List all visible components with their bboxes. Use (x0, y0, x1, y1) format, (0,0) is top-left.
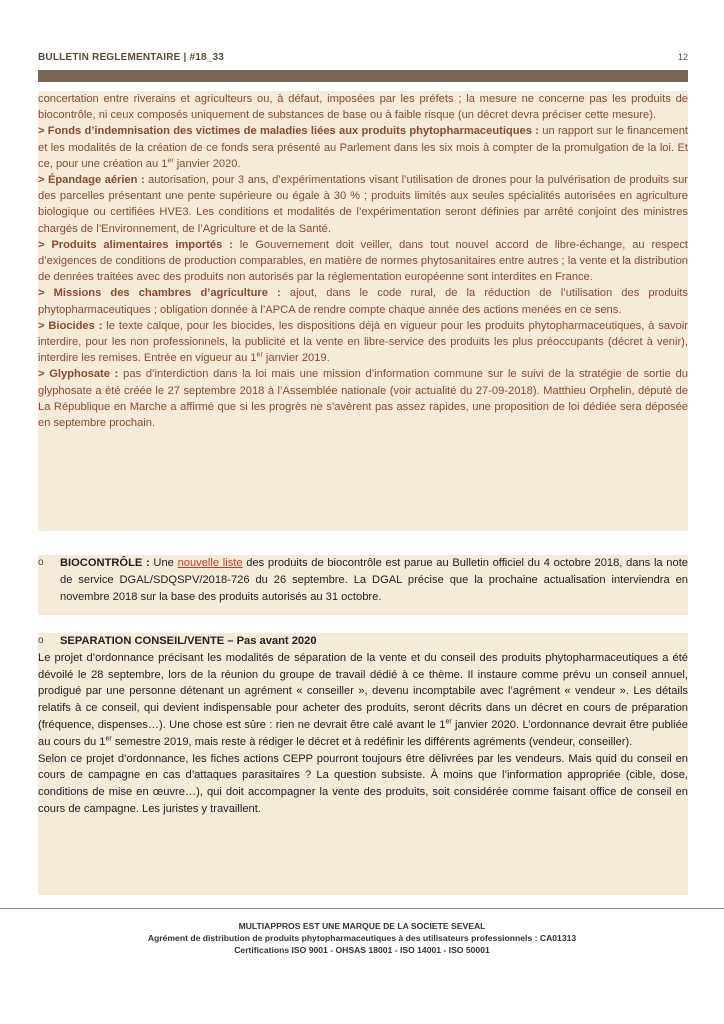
glyphosate-paragraph: > Glyphosate : pas d’interdiction dans la loi mais une mission d’information commune sur le suivi de la stratégie de sortie du glyphosate a été créée le 27 septembre 2018 à l’Assemblée nationale (voir actualité du 27-09-2018). Matthieu Orphelin, député de La République en Marche a affirmé que si les progrès ne s’avèrent pas assez rapides, une proposition de loi dédiée sera déposée en septembre prochain. (38, 368, 688, 430)
separation-conseil-section (38, 633, 688, 895)
conseil-heading-row (38, 633, 688, 650)
glyphosate-title: > Glyphosate : (38, 368, 119, 381)
produits-title: > Produits alimentaires importés : (38, 238, 233, 251)
footer-line-1: MULTIAPPROS EST UNE MARQUE DE LA SOCIETE SEVEAL (238, 921, 486, 931)
footer-line-3: Certifications ISO 9001 - OHSAS 18001 - ISO 14001 - ISO 50001 (234, 945, 490, 955)
page-footer (0, 920, 724, 956)
law-summary-block (38, 91, 688, 531)
biocides-paragraph: > Biocides : le texte calque, pour les biocides, les dispositions déjà en vigueur pour les produits phytopharmaceutiques, à savoir interdire, pour les non professionnels, la publicité et la vente en libre-service des produits les plus préoccupants (décret à venir), interdire les remises. Entrée en vigueur au 1er janvier 2019. (38, 319, 688, 365)
fonds-title: > Fonds d’indemnisation des victimes de maladies liées aux produits phytopharmaceutiques : (38, 125, 539, 138)
produits-paragraph: > Produits alimentaires importés : le Gouvernement doit veiller, dans tout nouvel accord de libre-échange, au respect d’exigences de conditions de production comparables, en matière de normes phytosanitaires entre autres ; la vente et la distribution de denrées traitées avec des produits non autorisés par la réglementation européenne sont interdites en France. (38, 238, 688, 284)
concertation-paragraph: concertation entre riverains et agriculteurs ou, à défaut, imposées par les préfets ; la mesure ne concerne pas les produits de biocontrôle, ni ceux composés uniquement de substances de base ou à faible risque (un décret devra préciser cette mesure). (38, 93, 688, 122)
nouvelle-liste-link[interactable]: nouvelle liste (177, 557, 243, 569)
bullet-circle-icon: o (38, 635, 44, 646)
missions-paragraph: > Missions des chambres d’agriculture : ajout, dans le code rural, de la réduction de l’utilisation des produits phytopharmaceutiques ; obligation donnée à l’APCA de rendre compte chaque année des actions menées en ce sens. (38, 287, 689, 316)
conseil-title: SEPARATION CONSEIL/VENTE – Pas avant 2020 (60, 635, 317, 647)
header-rule (38, 70, 688, 82)
biocontrole-title: BIOCONTRÔLE : (60, 557, 150, 569)
footer-rule (0, 908, 724, 909)
conseil-paragraph-2: Selon ce projet d’ordonnance, les fiches actions CEPP pourront toujours être délivrées par les vendeurs. Mais quid du conseil en cours de campagne en cas d’attaques parasitaires ? La question subsiste. À moins que l’information appropriée (cible, dose, conditions de mise en œuvre…), qui doit accompagner la vente des produits, soit considérée comme faisant office de conseil en cours de campagne. Les juristes y travaillent. (38, 752, 688, 815)
epandage-paragraph: > Épandage aérien : autorisation, pour 3 ans, d’expérimentations visant l’utilisation de drones pour la pulvérisation de produits sur des parcelles présentant une pente supérieure ou égale à 30 % ; produits limités aux seules spécialités autorisées en agriculture biologique ou certifiées HVE3. Les conditions et modalités de l’expérimentation seront définies par arrêté conjoint des ministres chargés de l’Environnement, de l’Agriculture et de la Santé. (38, 174, 688, 235)
page-header (38, 52, 688, 70)
header-title: BULLETIN REGLEMENTAIRE | #18_33 (38, 52, 225, 63)
conseil-paragraph-1: Le projet d’ordonnance précisant les modalités de séparation de la vente et du conseil des produits phytopharmaceutiques a été dévoilé le 28 septembre, lors de la réunion du groupe de travail dédié à ce thème. Il instaure comme prévu un conseil annuel, prodigué par une personne détenant un agrément « conseiller », devenu incomptabile avec l’agrément « vendeur ». Les détails relatifs à ce conseil, qui devient indispensable pour acheter des produits, seront décrits dans un décret en cours de préparation (fréquence, dispenses…). Une chose est sûre : rien ne devrait être calé avant le 1er janvier 2020. L’ordonnance devrait être publiée au cours du 1er semestre 2019, mais reste à rédiger le décret et à redéfinir les différents agréments (vendeur, conseiller). (38, 651, 688, 748)
biocontrole-paragraph: o BIOCONTRÔLE : Une nouvelle liste des produits de biocontrôle est parue au Bulletin officiel du 4 octobre 2018, dans la note de service DGAL/SDQSPV/2018-726 du 26 septembre. La DGAL précise que la prochaine actualisation interviendra en novembre 2018 sur la base des produits autorisés au 31 octobre. (38, 557, 688, 603)
footer-line-2: Agrément de distribution de produits phytopharmaceutiques à des utilisateurs professionnels : CA01313 (147, 933, 577, 943)
fonds-paragraph: > Fonds d’indemnisation des victimes de maladies liées aux produits phytopharmaceutiques : un rapport sur le financement et les modalités de la création de ce fonds sera présenté au Parlement dans les six mois à compter de la promulgation de la loi. Et ce, pour une création au 1er janvier 2020. (38, 125, 688, 170)
biocontrole-section (38, 555, 688, 615)
missions-title: > Missions des chambres d’agriculture : (38, 287, 281, 300)
page-number: 12 (677, 52, 688, 62)
bullet-circle-icon: o (38, 557, 44, 568)
biocides-title: > Biocides : (38, 319, 103, 332)
epandage-title: > Épandage aérien : (38, 174, 145, 187)
